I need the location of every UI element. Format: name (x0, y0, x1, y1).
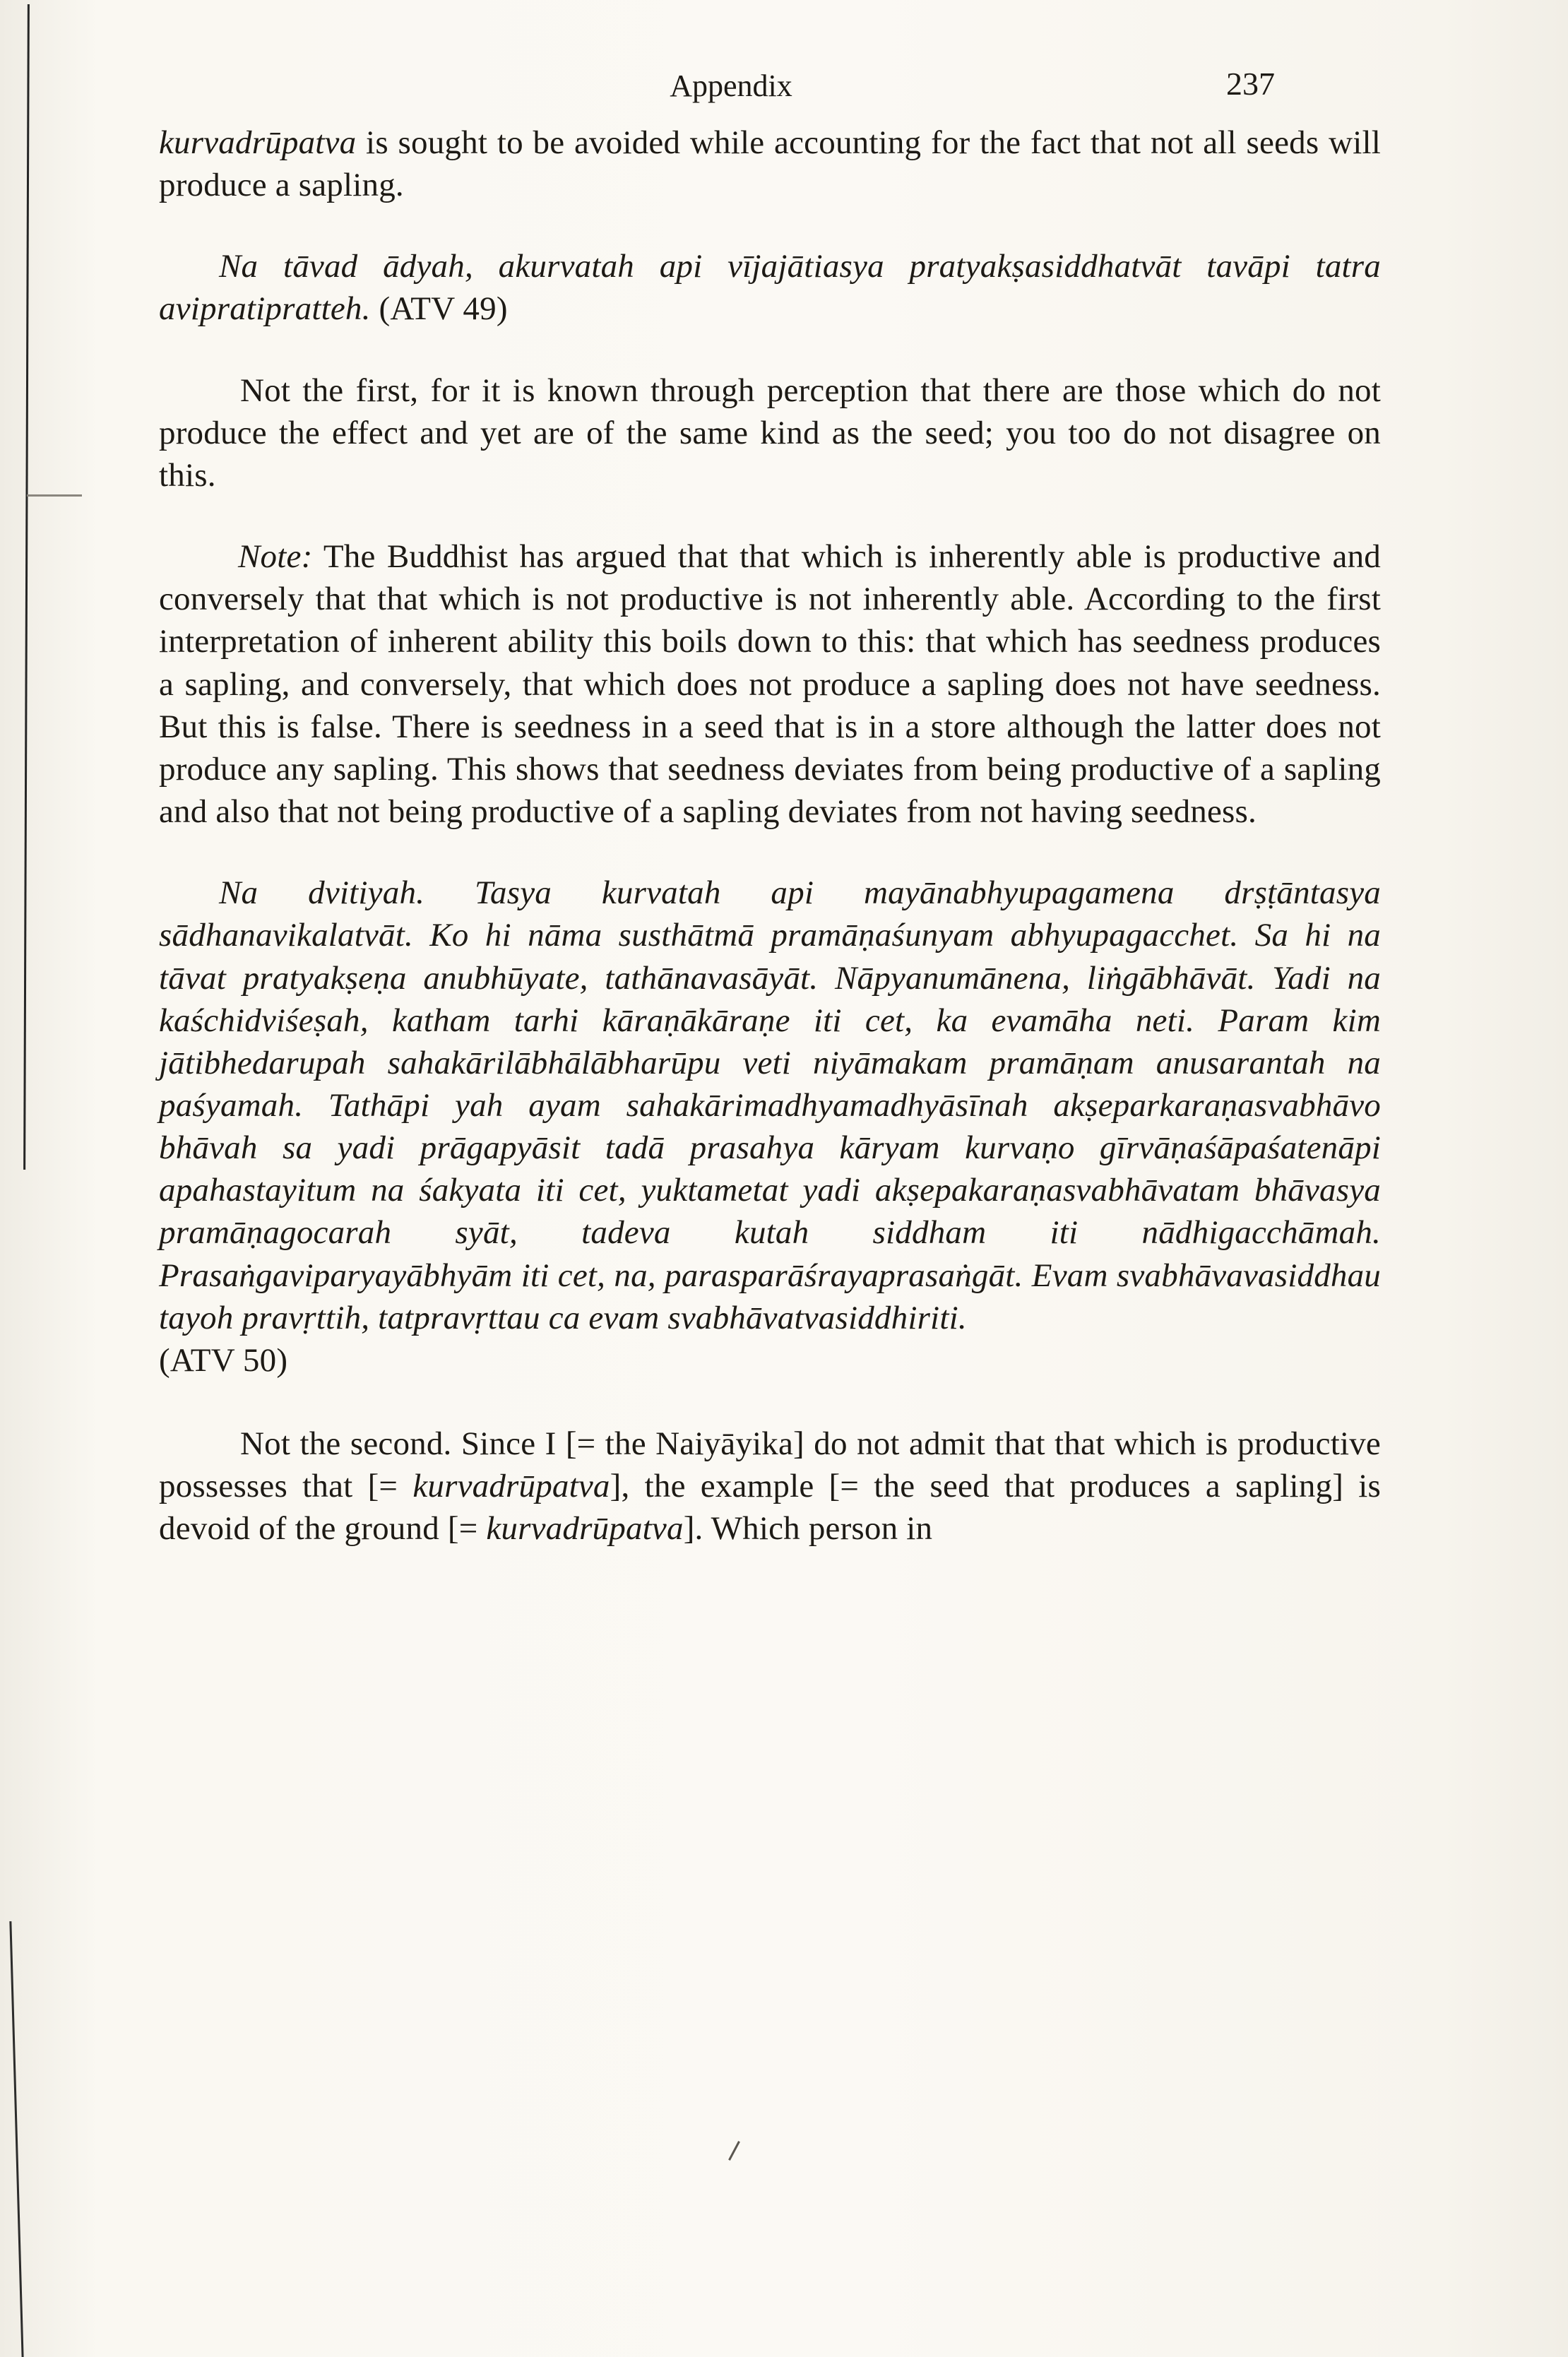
text-segment: kurvadrūpatva (159, 124, 357, 161)
text-segment: The Buddhist has argued that that which is inherently able is productive and conversely that that which is not productive is not inherently able. According to the first interpretation of inherent ability this boils down to this: that which has seedness produces a sapling, and conversely, that which does not produce a sapling does not have seedness. But this is false. There is seedness in a seed that is in a store although the latter does not produce any sapling. This shows that seedness deviates from being productive of a sapling and also that not being productive of a sapling deviates from not having seedness. (159, 538, 1381, 831)
text-segment: Not the first, for it is known through perception that there are those which do not produce the effect and yet are of the same kind as the seed; you too do not disagree on this. (159, 372, 1381, 494)
sanskrit-quote-atv50 (159, 872, 1381, 1339)
text-column (159, 121, 1381, 1589)
translation-paragraph-first (159, 369, 1381, 497)
text-segment: ], the example [= the seed that produces a sapling] is devoid of the ground [= (159, 1468, 1381, 1548)
text-segment: (ATV 49) (370, 290, 508, 328)
text-segment: Na tāvad ādyah, akurvatah api vījajātiasya pratyakṣasiddhatvāt tavāpi tatra avipratipratteh. (159, 248, 1381, 328)
text-segment: kurvadrūpatva (412, 1468, 610, 1505)
note-paragraph (159, 535, 1381, 833)
translation-paragraph-second (159, 1423, 1381, 1550)
text-segment: is sought to be avoided while accounting for the fact that not all seeds will produce a sapling. (159, 124, 1381, 204)
quote-citation-atv50: (ATV 50) (159, 1341, 288, 1379)
text-segment: kurvadrūpatva (486, 1510, 684, 1548)
scan-artifact-edge-line (23, 4, 30, 1170)
paragraph-intro (159, 121, 1381, 206)
sanskrit-quote-atv49 (159, 245, 1381, 330)
text-segment: Na dvitiyah. Tasya kurvatah api mayānabhyupagamena drṣṭāntasya sādhanavikalatvāt. Ko hi nāma susthātmā pramāṇaśunyam abhyupagacchet. Sa hi na tāvat pratyakṣeṇa anubhūyate, tathānavasāyāt. Nāpyanumānena, liṅgābhāvāt. Yadi na kaśchidviśeṣah, katham tarhi kāraṇākāraṇe iti cet, ka evamāha neti. Param kim jātibhedarupah sahakārilābhālābharūpu veti niyāmakam pramāṇam anusarantah na paśyamah. Tathāpi yah ayam sahakārimadhyamadhyāsīnah akṣeparkaraṇasvabhāvo bhāvah sa yadi prāgapyāsit tadā prasahya kāryam kurvaṇo gīrvāṇaśāpaśatenāpi apahastayitum na śakyata iti cet, yuktametat yadi akṣepakaraṇasvabhāvatam bhāvasya pramāṇagocarah syāt, tadeva kutah siddham iti nādhigacchāmah. Prasaṅgaviparyayābhyām iti cet, na, parasparāśrayaprasaṅgāt. Evam svabhāvavasiddhau tayoh pravṛttih, tatpravṛttau ca evam svabhāvatvasiddhiriti. (159, 874, 1381, 1336)
text-segment: ]. Which person in (683, 1510, 933, 1548)
text-segment: Note: (238, 538, 313, 576)
scan-artifact-mark (728, 2141, 740, 2161)
text-segment: Not the second. Since I [= the Naiyāyika] do not admit that that which is productive possesses that [= (159, 1425, 1381, 1505)
scan-artifact-dash (27, 494, 82, 497)
scan-artifact-edge-line (9, 1921, 23, 2357)
running-head-title: Appendix (670, 69, 792, 103)
page-header (159, 68, 1381, 104)
page-number: 237 (1226, 66, 1275, 102)
